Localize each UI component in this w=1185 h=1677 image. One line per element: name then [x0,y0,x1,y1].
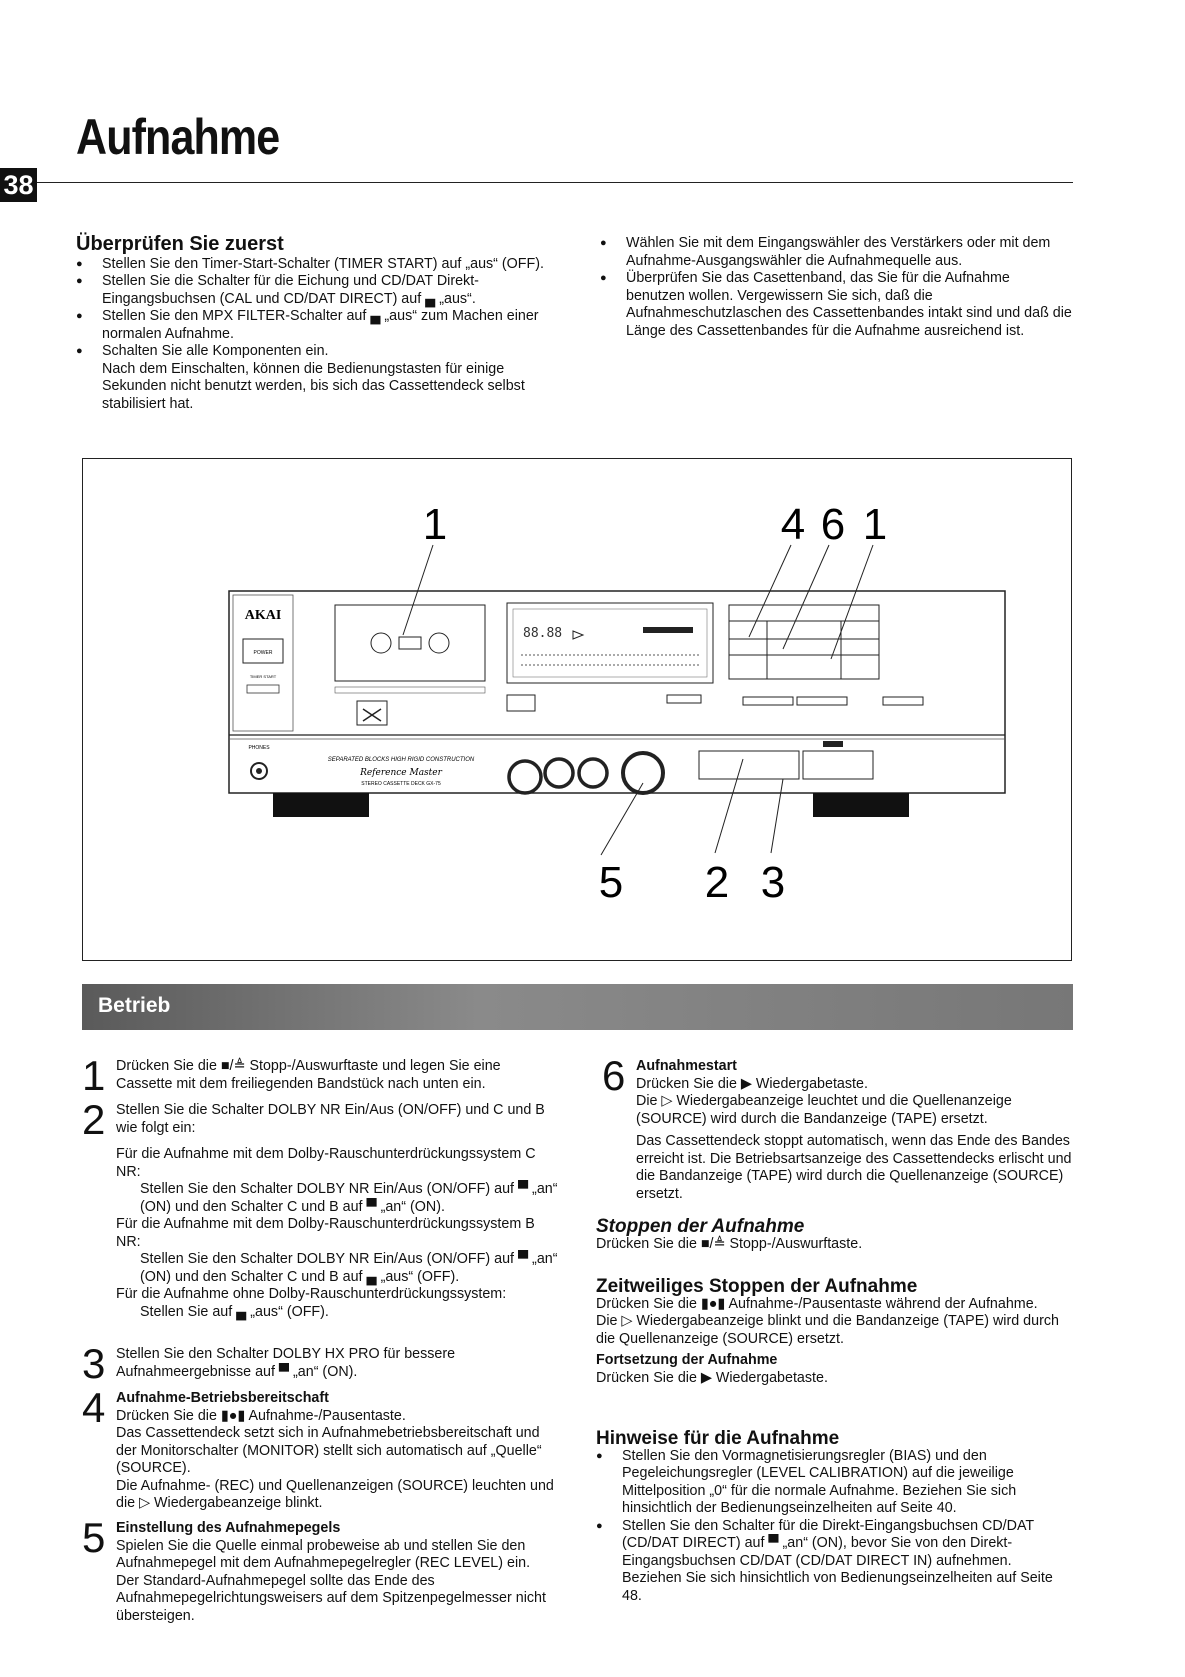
deck-figure [82,458,1072,961]
callout-number: 1 [862,500,888,549]
callout-number: 2 [704,858,730,907]
continue-title: Fortsetzung der Aufnahme [596,1352,778,1368]
operation-title: Betrieb [98,994,171,1017]
pause-heading: Zeitweiliges Stoppen der Aufnahme [596,1276,918,1297]
step-number: 2 [82,1096,106,1143]
construction-label: SEPARATED BLOCKS HIGH RIGID CONSTRUCTION [327,757,475,763]
hints-list [596,1448,1072,1606]
step-line: Der Standard-Aufnahmepegel sollte das Ende des Aufnahmepegelrichtungsweisers auf dem Spitzenpegelmesser nicht übersteigen. [116,1572,546,1624]
step-title: Aufnahmestart [636,1058,737,1074]
step-2-details [116,1146,562,1321]
check-section-right [600,235,1072,340]
list-item: ● Stellen Sie den Vormagnetisierungsregler (BIAS) und den Pegeleichungsregler (LEVEL CALIBRATION) auf die jeweilige Mittelposition „0“ für die normale Aufnahme. Beziehen Sie sich hinsichtlich der Bedienungseinzelheiten auf Seite 40. [596,1448,1072,1518]
list-item: ● Stellen Sie den Timer-Start-Schalter (TIMER START) auf „aus“ (OFF). [76,256,562,274]
cassette-deck-illustration [83,459,1071,959]
step-number: 6 [602,1052,626,1099]
step-line: Stellen Sie den Schalter DOLBY NR Ein/Aus (ON/OFF) auf ▀ „an“ (ON) und den Schalter C und B auf ▄ „aus“ (OFF). [140,1251,558,1285]
stop-section [596,1218,1072,1253]
hints-heading: Hinweise für die Aufnahme [596,1428,840,1449]
step-line: Das Cassettendeck setzt sich in Aufnahmebetriebsbereitschaft und der Monitorschalter (MONITOR) stellt sich automatisch auf „Quelle“ (SOURCE). [116,1425,542,1476]
step-line: Für die Aufnahme mit dem Dolby-Rauschunterdrückungssystem B NR: [116,1216,535,1250]
pause-section [596,1278,1072,1387]
timer-label: TIMER START [249,674,277,679]
step-line: Die ▷ Wiedergabeanzeige leuchtet und die Quellenanzeige (SOURCE) wird durch die Bandanzeige (TAPE) ersetzt. [636,1093,1012,1127]
model-label: STEREO CASSETTE DECK GX-75 [361,781,441,787]
step-number: 1 [82,1052,106,1099]
callout-number: 3 [760,858,786,907]
step-line: Die Aufnahme- (REC) und Quellenanzeigen (SOURCE) leuchten und die ▷ Wiedergabeanzeige blinkt. [116,1477,554,1511]
step-line: Stellen Sie den Schalter DOLBY NR Ein/Aus (ON/OFF) auf ▀ „an“ (ON) und den Schalter C und B auf ▀ „an“ (ON). [140,1181,558,1215]
phones-label: PHONES [248,745,270,751]
step-line: Drücken Sie die ▶ Wiedergabetaste. [636,1075,868,1092]
check-section-left [76,233,562,413]
step-line: Für die Aufnahme ohne Dolby-Rauschunterdrückungssystem: [116,1286,507,1302]
stop-heading: Stoppen der Aufnahme [596,1216,805,1237]
hints-section [596,1430,1072,1605]
step-text: Drücken Sie die ■/≜ Stopp-/Auswurftaste und legen Sie eine Cassette mit dem freiliegenden Bandstück nach unten ein. [116,1058,501,1092]
pause-text: Die ▷ Wiedergabeanzeige blinkt und die Bandanzeige (TAPE) wird durch die Quellenanzeige (SOURCE) ersetzt. [596,1313,1059,1347]
power-label: POWER [253,650,273,656]
callout-number: 4 [780,500,806,549]
list-item: ● Stellen Sie den Schalter für die Direkt-Eingangsbuchsen CD/DAT (CD/DAT DIRECT) auf ▀ „an“ (ON), bevor Sie von den Direkt-Eingangsbuchsen CD/DAT (CD/DAT DIRECT IN) aufnehmen. Beziehen Sie sich hinsichtlich von Bedienungseinzelheiten auf Seite 48. [596,1518,1072,1606]
stop-text: Drücken Sie die ■/≜ Stopp-/Auswurftaste. [596,1235,863,1252]
operation-band [82,984,1073,1030]
step-line: Spielen Sie die Quelle einmal probeweise ab und stellen Sie den Aufnahmepegel mit dem Aufnahmepegelregler (REC LEVEL) ein. [116,1537,531,1571]
list-item: ● Stellen Sie die Schalter für die Eichung und CD/DAT Direkt-Eingangsbuchsen (CAL und CD/DAT DIRECT) auf ▄ „aus“. [76,273,562,308]
step-number: 4 [82,1384,106,1431]
step-line: Für die Aufnahme mit dem Dolby-Rauschunterdrückungssystem C NR: [116,1146,536,1180]
list-item: ● Schalten Sie alle Komponenten ein. [76,343,562,361]
step-title: Einstellung des Aufnahmepegels [116,1520,341,1536]
brand-label: AKAI [244,608,282,623]
step-line: Drücken Sie die ▮●▮ Aufnahme-/Pausentaste. [116,1407,406,1424]
list-item: ● Überprüfen Sie das Casettenband, das Sie für die Aufnahme benutzen wollen. Vergewissern Sie sich, daß die Aufnahmeschutzlaschen des Cassettenbandes intakt sind und daß die Länge des Cassettenbandes für die Aufnahme ausreichend ist. [600,270,1072,340]
callout-number: 6 [820,500,846,549]
svg-text:88.88: 88.88 [523,626,563,641]
list-item: ● Wählen Sie mit dem Eingangswähler des Verstärkers oder mit dem Aufnahme-Ausgangswähler die Aufnahmequelle aus. [600,235,1072,270]
continue-text: Drücken Sie die ▶ Wiedergabetaste. [596,1369,828,1386]
step-title: Aufnahme-Betriebsbereitschaft [116,1390,329,1406]
check-note: Nach dem Einschalten, können die Bedienungstasten für einige Sekunden nicht benutzt werden, bis sich das Cassettendeck selbst stabilisiert hat. [102,360,525,412]
pause-text: Drücken Sie die ▮●▮ Aufnahme-/Pausentaste während der Aufnahme. [596,1295,1038,1312]
step-text: Stellen Sie den Schalter DOLBY HX PRO für bessere Aufnahmeergebnisse auf ▀ „an“ (ON). [116,1346,456,1380]
step-text: Stellen Sie die Schalter DOLBY NR Ein/Aus (ON/OFF) und C und B wie folgt ein: [116,1102,545,1136]
step-line: Stellen Sie auf ▄ „aus“ (OFF). [140,1303,329,1320]
header-rule [37,182,1073,183]
callout-number: 1 [422,500,448,549]
model-script: Reference Master [360,768,442,778]
check-list-right [600,235,1072,340]
callout-number: 5 [598,858,624,907]
page-title: Aufnahme [76,109,280,165]
step-number: 5 [82,1514,106,1561]
list-item: ● Stellen Sie den MPX FILTER-Schalter auf ▄ „aus“ zum Machen einer normalen Aufnahme. [76,308,562,343]
step-number: 3 [82,1340,106,1387]
check-list-left [76,256,562,361]
check-heading: Überprüfen Sie zuerst [76,233,284,255]
page-number: 38 [0,168,37,202]
step-note: Das Cassettendeck stoppt automatisch, wenn das Ende des Bandes erreicht ist. Die Betriebsartsanzeige des Cassettendecks erlischt und die Bandanzeige (TAPE) wird durch die Quellenanzeige (SOURCE) ersetzt. [636,1133,1072,1202]
